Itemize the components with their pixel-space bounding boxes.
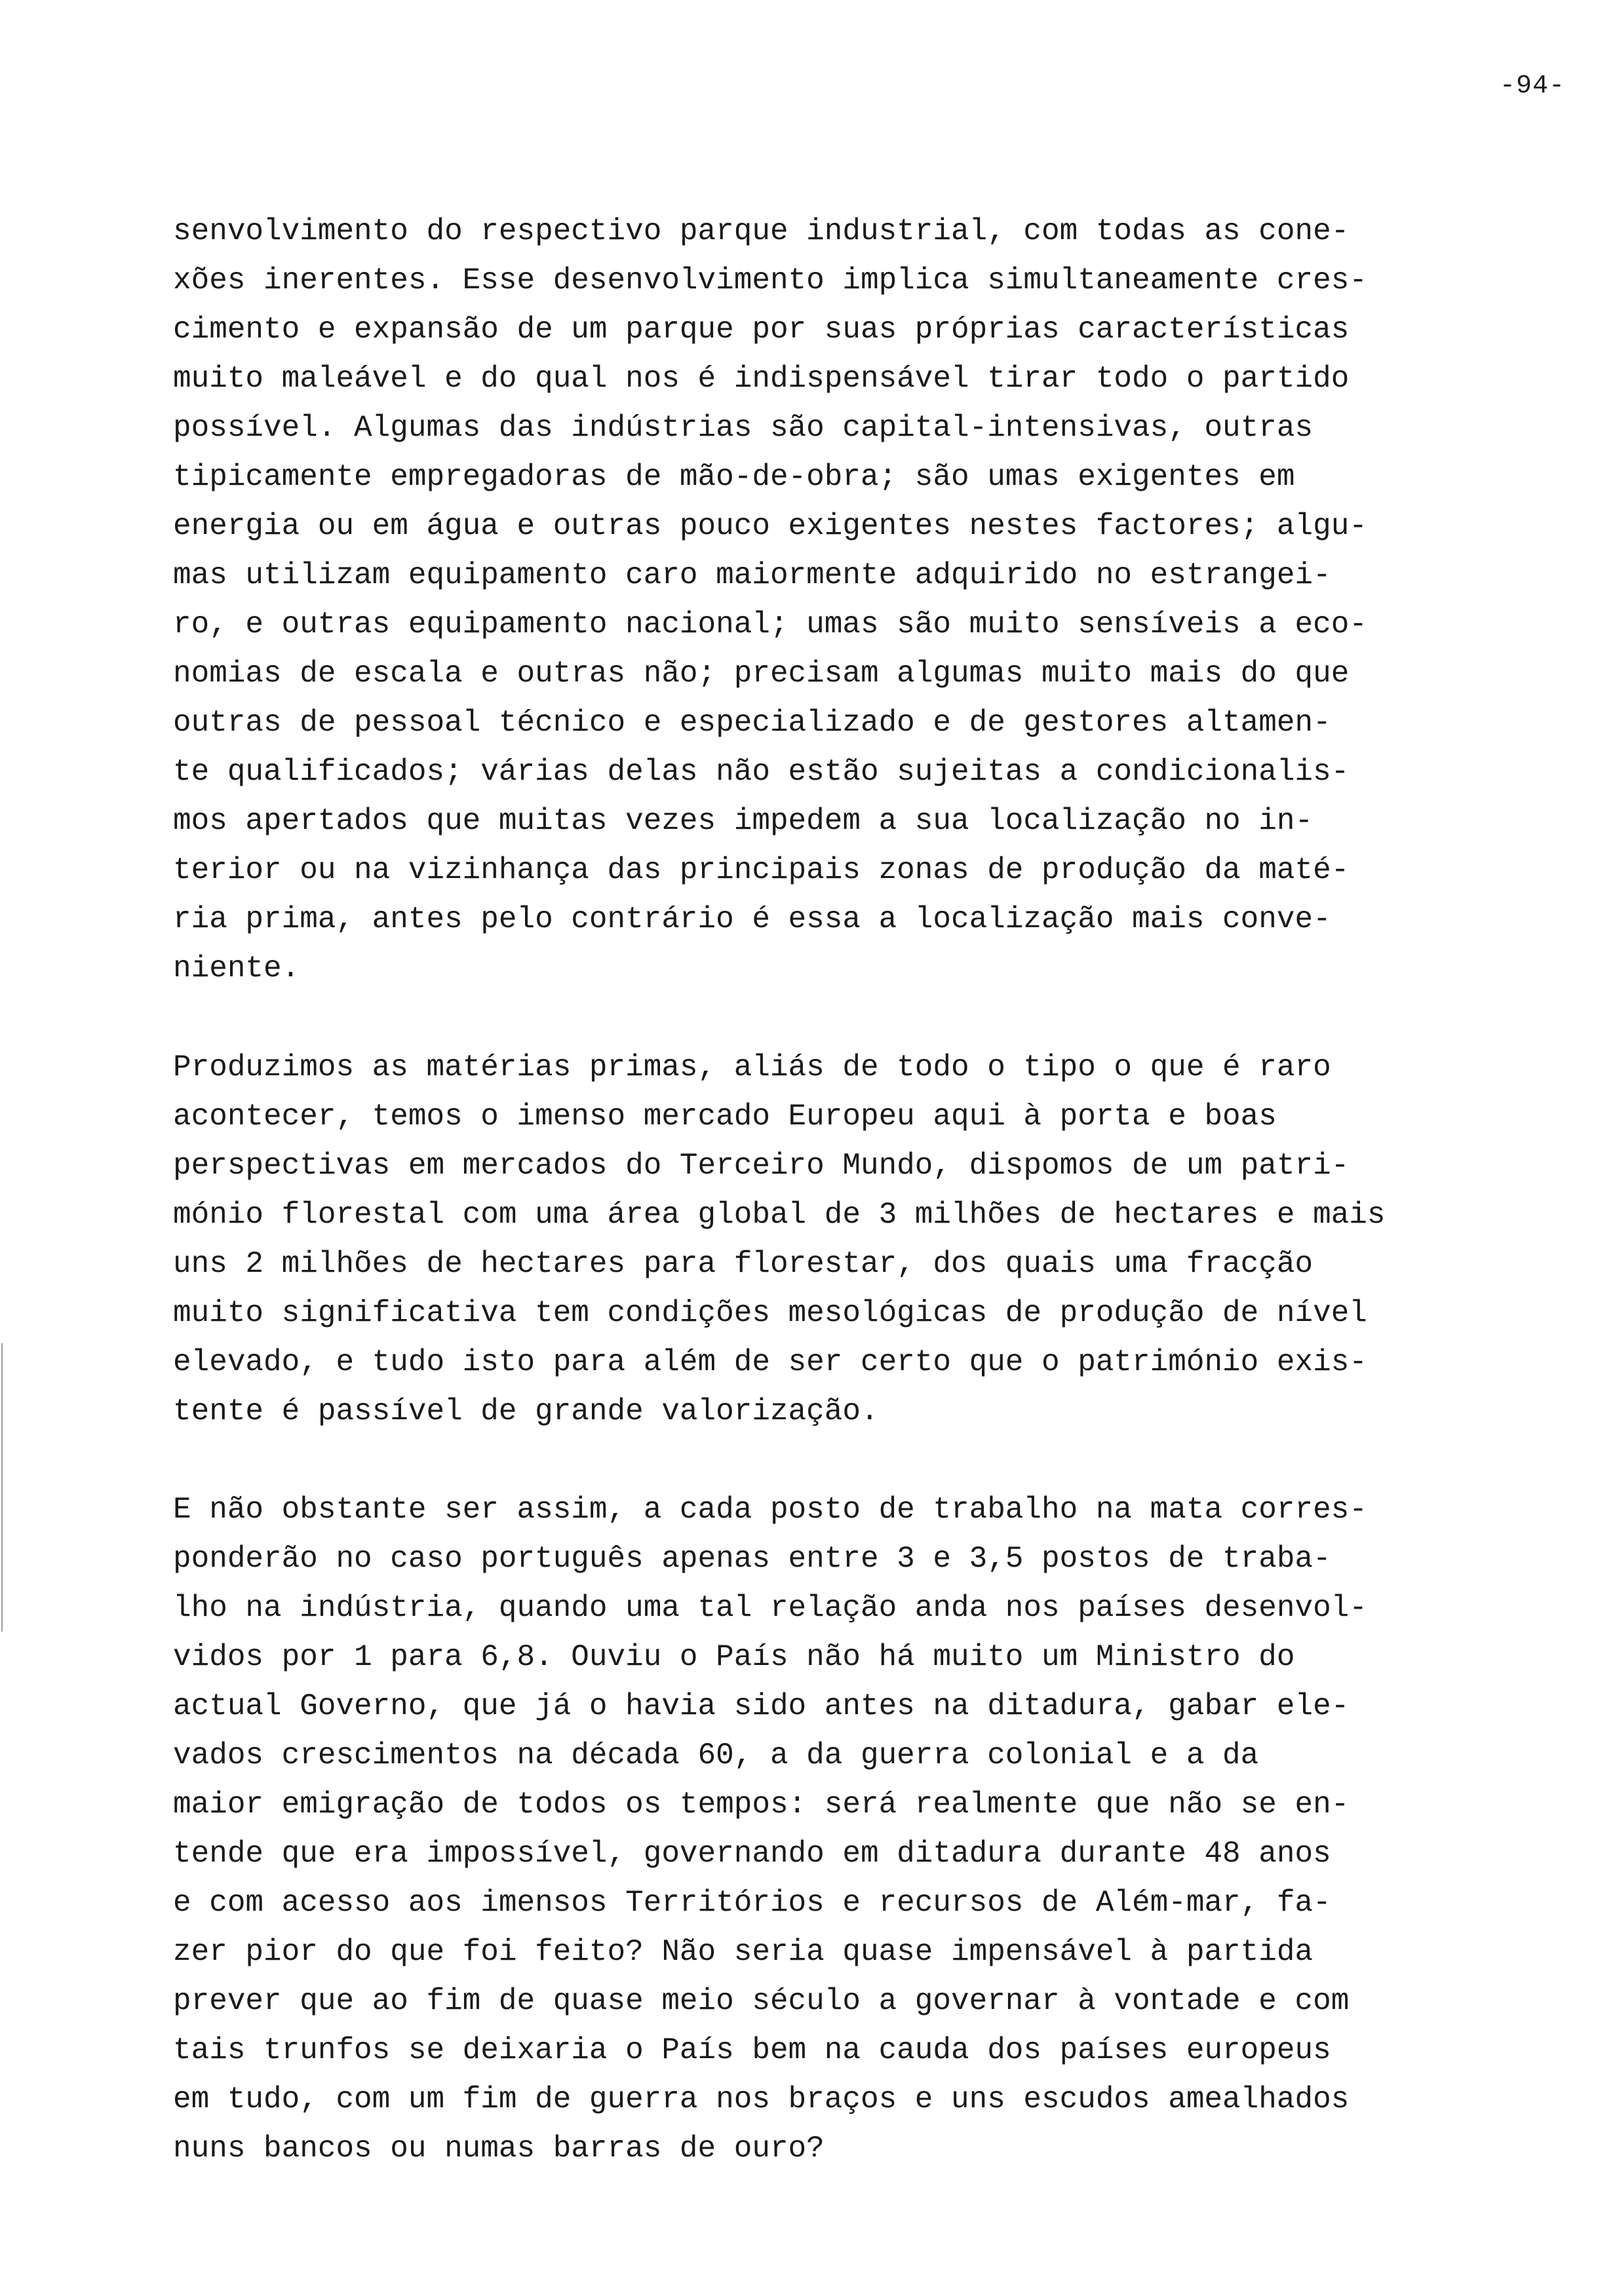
text-line: te qualificados; várias delas não estão sujeitas a condicionalis- [173, 755, 1350, 789]
text-line: senvolvimento do respectivo parque industrial, com todas as cone- [173, 214, 1350, 248]
text-line: ponderão no caso português apenas entre 3 e 3,5 postos de traba- [173, 1542, 1331, 1576]
text-line: perspectivas em mercados do Terceiro Mundo, dispomos de um patri- [173, 1149, 1350, 1183]
text-line: uns 2 milhões de hectares para florestar, dos quais uma fracção [173, 1247, 1313, 1281]
text-line: tais trunfos se deixaria o País bem na cauda dos países europeus [173, 2033, 1331, 2067]
text-line: outras de pessoal técnico e especializado e de gestores altamen- [173, 706, 1331, 740]
text-line: vidos por 1 para 6,8. Ouviu o País não há muito um Ministro do [173, 1640, 1295, 1674]
text-line: tente é passível de grande valorização. [173, 1394, 879, 1428]
text-line: zer pior do que foi feito? Não seria quase impensável à partida [173, 1935, 1313, 1969]
paragraph-3 [173, 1485, 1510, 2173]
text-line: mónio florestal com uma área global de 3 milhões de hectares e mais [173, 1198, 1386, 1232]
text-line: niente. [173, 951, 300, 985]
text-line: ria prima, antes pelo contrário é essa a localização mais conve- [173, 902, 1331, 936]
text-line: mos apertados que muitas vezes impedem a sua localização no in- [173, 804, 1313, 838]
text-line: terior ou na vizinhança das principais zonas de produção da maté- [173, 853, 1350, 887]
text-line: acontecer, temos o imenso mercado Europeu aqui à porta e boas [173, 1100, 1277, 1134]
text-line: muito significativa tem condições mesológicas de produção de nível [173, 1296, 1367, 1330]
text-line: lho na indústria, quando uma tal relação anda nos países desenvol- [173, 1591, 1367, 1625]
text-line: tende que era impossível, governando em ditadura durante 48 anos [173, 1837, 1331, 1871]
paragraph-1 [173, 207, 1510, 993]
text-line: muito maleável e do qual nos é indispensável tirar todo o partido [173, 362, 1350, 396]
paragraph-2 [173, 1043, 1510, 1436]
text-line: prever que ao fim de quase meio século a governar à vontade e com [173, 1984, 1350, 2018]
text-line: ro, e outras equipamento nacional; umas são muito sensíveis a eco- [173, 607, 1367, 641]
text-line: em tudo, com um fim de guerra nos braços e uns escudos amealhados [173, 2082, 1350, 2116]
text-line: e com acesso aos imensos Territórios e recursos de Além-mar, fa- [173, 1886, 1331, 1920]
text-line: E não obstante ser assim, a cada posto de trabalho na mata corres- [173, 1493, 1367, 1527]
text-line: mas utilizam equipamento caro maiormente adquirido no estrangei- [173, 558, 1331, 592]
text-line: energia ou em água e outras pouco exigentes nestes factores; algu- [173, 509, 1367, 543]
text-line: nuns bancos ou numas barras de ouro? [173, 2132, 825, 2166]
text-line: possível. Algumas das indústrias são capital-intensivas, outras [173, 411, 1313, 445]
text-line: maior emigração de todos os tempos: será realmente que não se en- [173, 1788, 1350, 1822]
page-number: -94- [1500, 71, 1566, 101]
text-line: cimento e expansão de um parque por suas próprias características [173, 313, 1350, 347]
text-line: xões inerentes. Esse desenvolvimento implica simultaneamente cres- [173, 263, 1367, 297]
text-line: vados crescimentos na década 60, a da guerra colonial e a da [173, 1738, 1259, 1772]
text-line: tipicamente empregadoras de mão-de-obra; são umas exigentes em [173, 460, 1295, 494]
text-line: Produzimos as matérias primas, aliás de todo o tipo o que é raro [173, 1050, 1331, 1084]
text-line: nomias de escala e outras não; precisam algumas muito mais do que [173, 657, 1350, 691]
margin-mark [1, 1343, 3, 1632]
text-line: actual Governo, que já o havia sido antes na ditadura, gabar ele- [173, 1689, 1350, 1723]
text-line: elevado, e tudo isto para além de ser certo que o património exis- [173, 1345, 1367, 1379]
